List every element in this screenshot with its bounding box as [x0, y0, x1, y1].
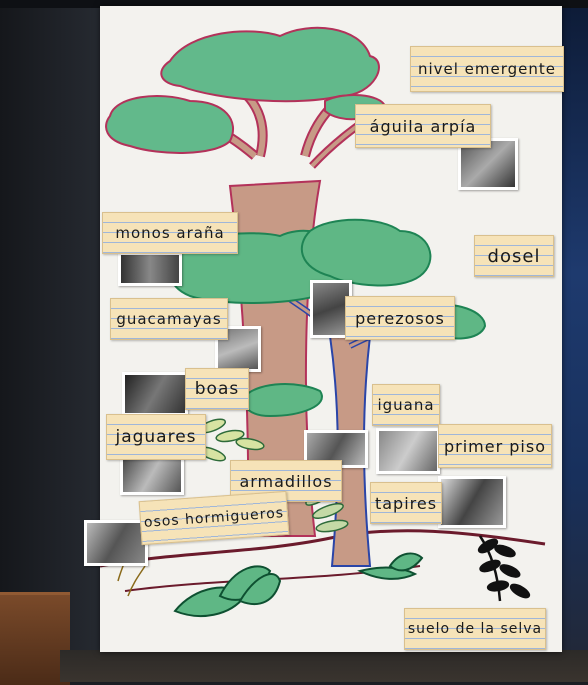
label-monos-arana — [102, 212, 238, 254]
anteater-photo — [84, 520, 148, 566]
label-perezosos — [345, 296, 455, 340]
label-aguila-arpia — [355, 104, 491, 148]
label-guacamayas — [110, 298, 228, 340]
label-text: primer piso — [444, 436, 546, 456]
label-text: boas — [194, 379, 240, 399]
label-iguana — [372, 384, 440, 426]
label-primer-piso — [438, 424, 552, 468]
label-text: guacamayas — [116, 310, 222, 328]
label-text: tapires — [374, 493, 438, 513]
label-jaguares — [106, 414, 206, 460]
label-text: suelo de la selva — [407, 621, 543, 637]
spider-monkeys-photo — [118, 252, 182, 286]
label-boas — [185, 368, 249, 410]
label-suelo-de-la-selva — [404, 608, 546, 650]
tapir-photo — [438, 476, 506, 528]
label-text: dosel — [487, 245, 541, 267]
label-text: nivel emergente — [417, 60, 557, 78]
floor — [60, 650, 588, 682]
iguana-photo — [376, 428, 440, 474]
label-text: jaguares — [115, 427, 197, 447]
label-text: perezosos — [355, 308, 445, 328]
label-text: iguana — [377, 396, 435, 414]
label-text: monos araña — [115, 224, 225, 242]
label-text: armadillos — [239, 471, 333, 491]
boa-photo — [122, 372, 188, 416]
dark-background-left — [0, 0, 100, 682]
label-nivel-emergente — [410, 46, 564, 92]
label-dosel — [474, 235, 554, 277]
label-text: osos hormigueros — [143, 505, 285, 531]
label-tapires — [370, 482, 442, 524]
label-text: águila arpía — [369, 116, 477, 136]
